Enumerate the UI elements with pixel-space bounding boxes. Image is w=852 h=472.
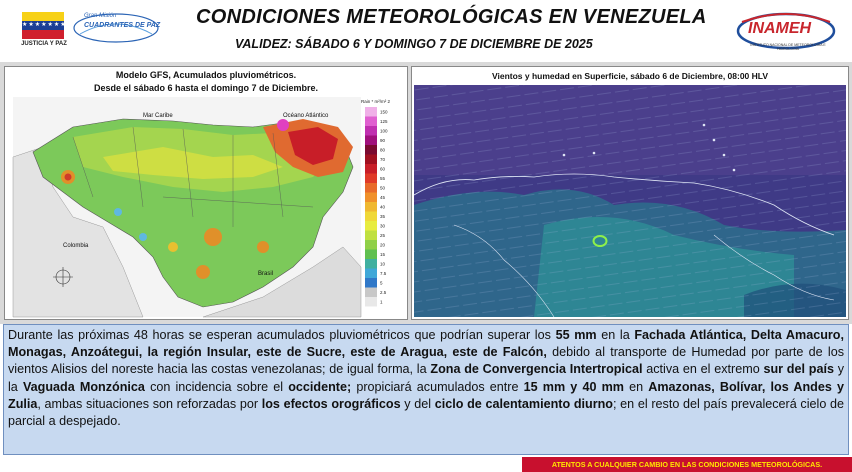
colorbar-tick-label: 80 — [380, 147, 386, 153]
bulletin-highlight: Amazonas, Bolívar, los Andes y Zulia — [8, 379, 844, 411]
colorbar-tick-label: 100 — [380, 128, 388, 134]
precip-caption-line1: Modelo GFS, Acumulados pluviométricos. — [115, 70, 297, 80]
inameh-wordmark: INAMEH — [748, 20, 812, 37]
colorbar-swatch — [365, 212, 377, 222]
page-title: CONDICIONES METEOROLÓGICAS EN VENEZUELA — [196, 6, 707, 28]
colorbar-swatch — [365, 250, 377, 260]
bulletin-highlight: Zona de Convergencia Intertropical — [430, 362, 643, 377]
colorbar-tick-label: 45 — [380, 195, 386, 200]
bulletin-highlight: 15 mm y 40 mm — [523, 379, 624, 394]
colorbar-swatch — [365, 202, 377, 212]
bulletin-text — [3, 324, 849, 455]
colorbar-tick-label: 55 — [380, 176, 386, 181]
bulletin-highlight: Vaguada Monzónica — [22, 379, 145, 394]
colorbar-swatch — [365, 269, 377, 279]
colorbar-swatch — [365, 278, 377, 288]
precipitation-map — [13, 97, 401, 317]
bulletin-segment: y la — [8, 362, 845, 394]
colorbar-tick-label: 10 — [380, 261, 386, 267]
colorbar-swatch — [365, 164, 377, 174]
colorbar-swatch — [365, 183, 377, 193]
colorbar-tick-label: 60 — [380, 166, 386, 172]
colorbar-swatch — [365, 297, 377, 307]
bulletin-segment: propiciará acumulados entre — [351, 379, 524, 394]
bulletin-highlight: 55 mm — [555, 328, 597, 342]
bulletin-segment: debido al transporte de Humedad por parte de los vientos Alisios del noreste hacia las costas venezolanas; de igual forma, la — [8, 345, 844, 377]
warning-banner: ATENTOS A CUALQUIER CAMBIO EN LAS CONDICIONES METEOROLÓGICAS. — [522, 457, 852, 472]
colorbar-tick-label: 90 — [380, 138, 386, 143]
colorbar-swatch — [365, 231, 377, 241]
inameh-subtext: INSTITUTO NACIONAL DE METEOROLOGÍA E HIDROLOGÍA — [750, 43, 826, 51]
colorbar-tick-label: 40 — [380, 204, 386, 210]
bulletin-segment: ; en el resto del país prevalecerá cielo de parcial a despejado. — [8, 396, 844, 429]
colorbar-tick-label: 20 — [380, 242, 386, 248]
gran-mision-label: Gran Misión — [84, 13, 117, 19]
colorbar-tick-label: 15 — [380, 252, 386, 257]
colorbar-swatch — [365, 259, 377, 269]
colorbar-tick-label: 25 — [380, 233, 386, 238]
bulletin-highlight: los efectos orográficos — [261, 396, 401, 411]
colorbar-tick-label: 30 — [380, 223, 386, 229]
colorbar-tick-label: 125 — [380, 119, 388, 124]
colorbar-swatch — [365, 136, 377, 146]
colorbar-tick-label: 70 — [380, 157, 386, 162]
label-brasil: Brasil — [258, 271, 274, 277]
cuadrantes-label: CUADRANTES DE PAZ — [84, 22, 161, 29]
colorbar-swatch — [365, 193, 377, 203]
colorbar-swatch — [365, 107, 377, 117]
label-mar-caribe: Mar Caribe — [143, 113, 173, 119]
colorbar-tick-label: 35 — [380, 214, 386, 219]
colorbar-tick-label: 2.5 — [380, 290, 387, 295]
colorbar-tick-label: 50 — [380, 185, 386, 191]
bulletin-segment: , ambas situaciones son reforzadas por — [37, 396, 262, 411]
winds-caption: Vientos y humedad en Superficie, sábado 6 de Diciembre, 08:00 HLV — [491, 71, 769, 81]
colorbar-tick-label: 1 — [380, 299, 383, 305]
colorbar-title: Rain * m²/m² 2 — [361, 99, 391, 104]
label-oceano-atlantico: Océano Atlántico — [283, 113, 329, 119]
bulletin-segment: y del — [400, 396, 435, 411]
bulletin-highlight: occidente; — [288, 379, 352, 394]
precipitation-panel — [4, 66, 408, 320]
colorbar-swatch — [365, 288, 377, 298]
bulletin-highlight: Fachada Atlántica, Delta Amacuro, Monagas, Anzoátegui, la región Insular, este de Sucre, este de Aragua, este de Falcón, — [8, 328, 844, 360]
colorbar-swatch — [365, 155, 377, 165]
bulletin-segment: con incidencia sobre el — [144, 379, 289, 394]
colorbar-swatch — [365, 240, 377, 250]
colorbar-tick-label: 150 — [380, 109, 388, 115]
colorbar-swatch — [365, 221, 377, 231]
bulletin-segment: activa en el extremo — [642, 362, 764, 377]
bulletin-highlight: sur del país — [763, 362, 834, 377]
colorbar-tick-label: 5 — [380, 280, 383, 286]
colorbar-swatch — [365, 145, 377, 155]
colorbar-tick-label: 7.5 — [380, 271, 387, 276]
label-colombia: Colombia — [63, 243, 89, 249]
bulletin-segment: en la — [596, 328, 635, 342]
colorbar-swatch — [365, 126, 377, 136]
ministry-logo-caption: JUSTICIA Y PAZ — [21, 41, 67, 47]
validity-subtitle: VALIDEZ: SÁBADO 6 Y DOMINGO 7 DE DICIEMBRE DE 2025 — [235, 37, 593, 51]
precip-caption-line2: Desde el sábado 6 hasta el domingo 7 de Diciembre. — [93, 83, 319, 93]
bulletin-segment: en — [623, 379, 649, 394]
winds-humidity-panel — [411, 66, 849, 320]
bulletin-segment: Durante las próximas 48 horas se esperan acumulados pluviométricos que podrían superar los — [8, 328, 556, 342]
bulletin-highlight: ciclo de calentamiento diurno — [434, 396, 614, 411]
colorbar-swatch — [365, 117, 377, 127]
winds-humidity-map — [414, 85, 846, 317]
colorbar-swatch — [365, 174, 377, 184]
venezuela-flag-icon: ★★★★★★★★ — [22, 12, 64, 39]
header — [0, 0, 852, 62]
